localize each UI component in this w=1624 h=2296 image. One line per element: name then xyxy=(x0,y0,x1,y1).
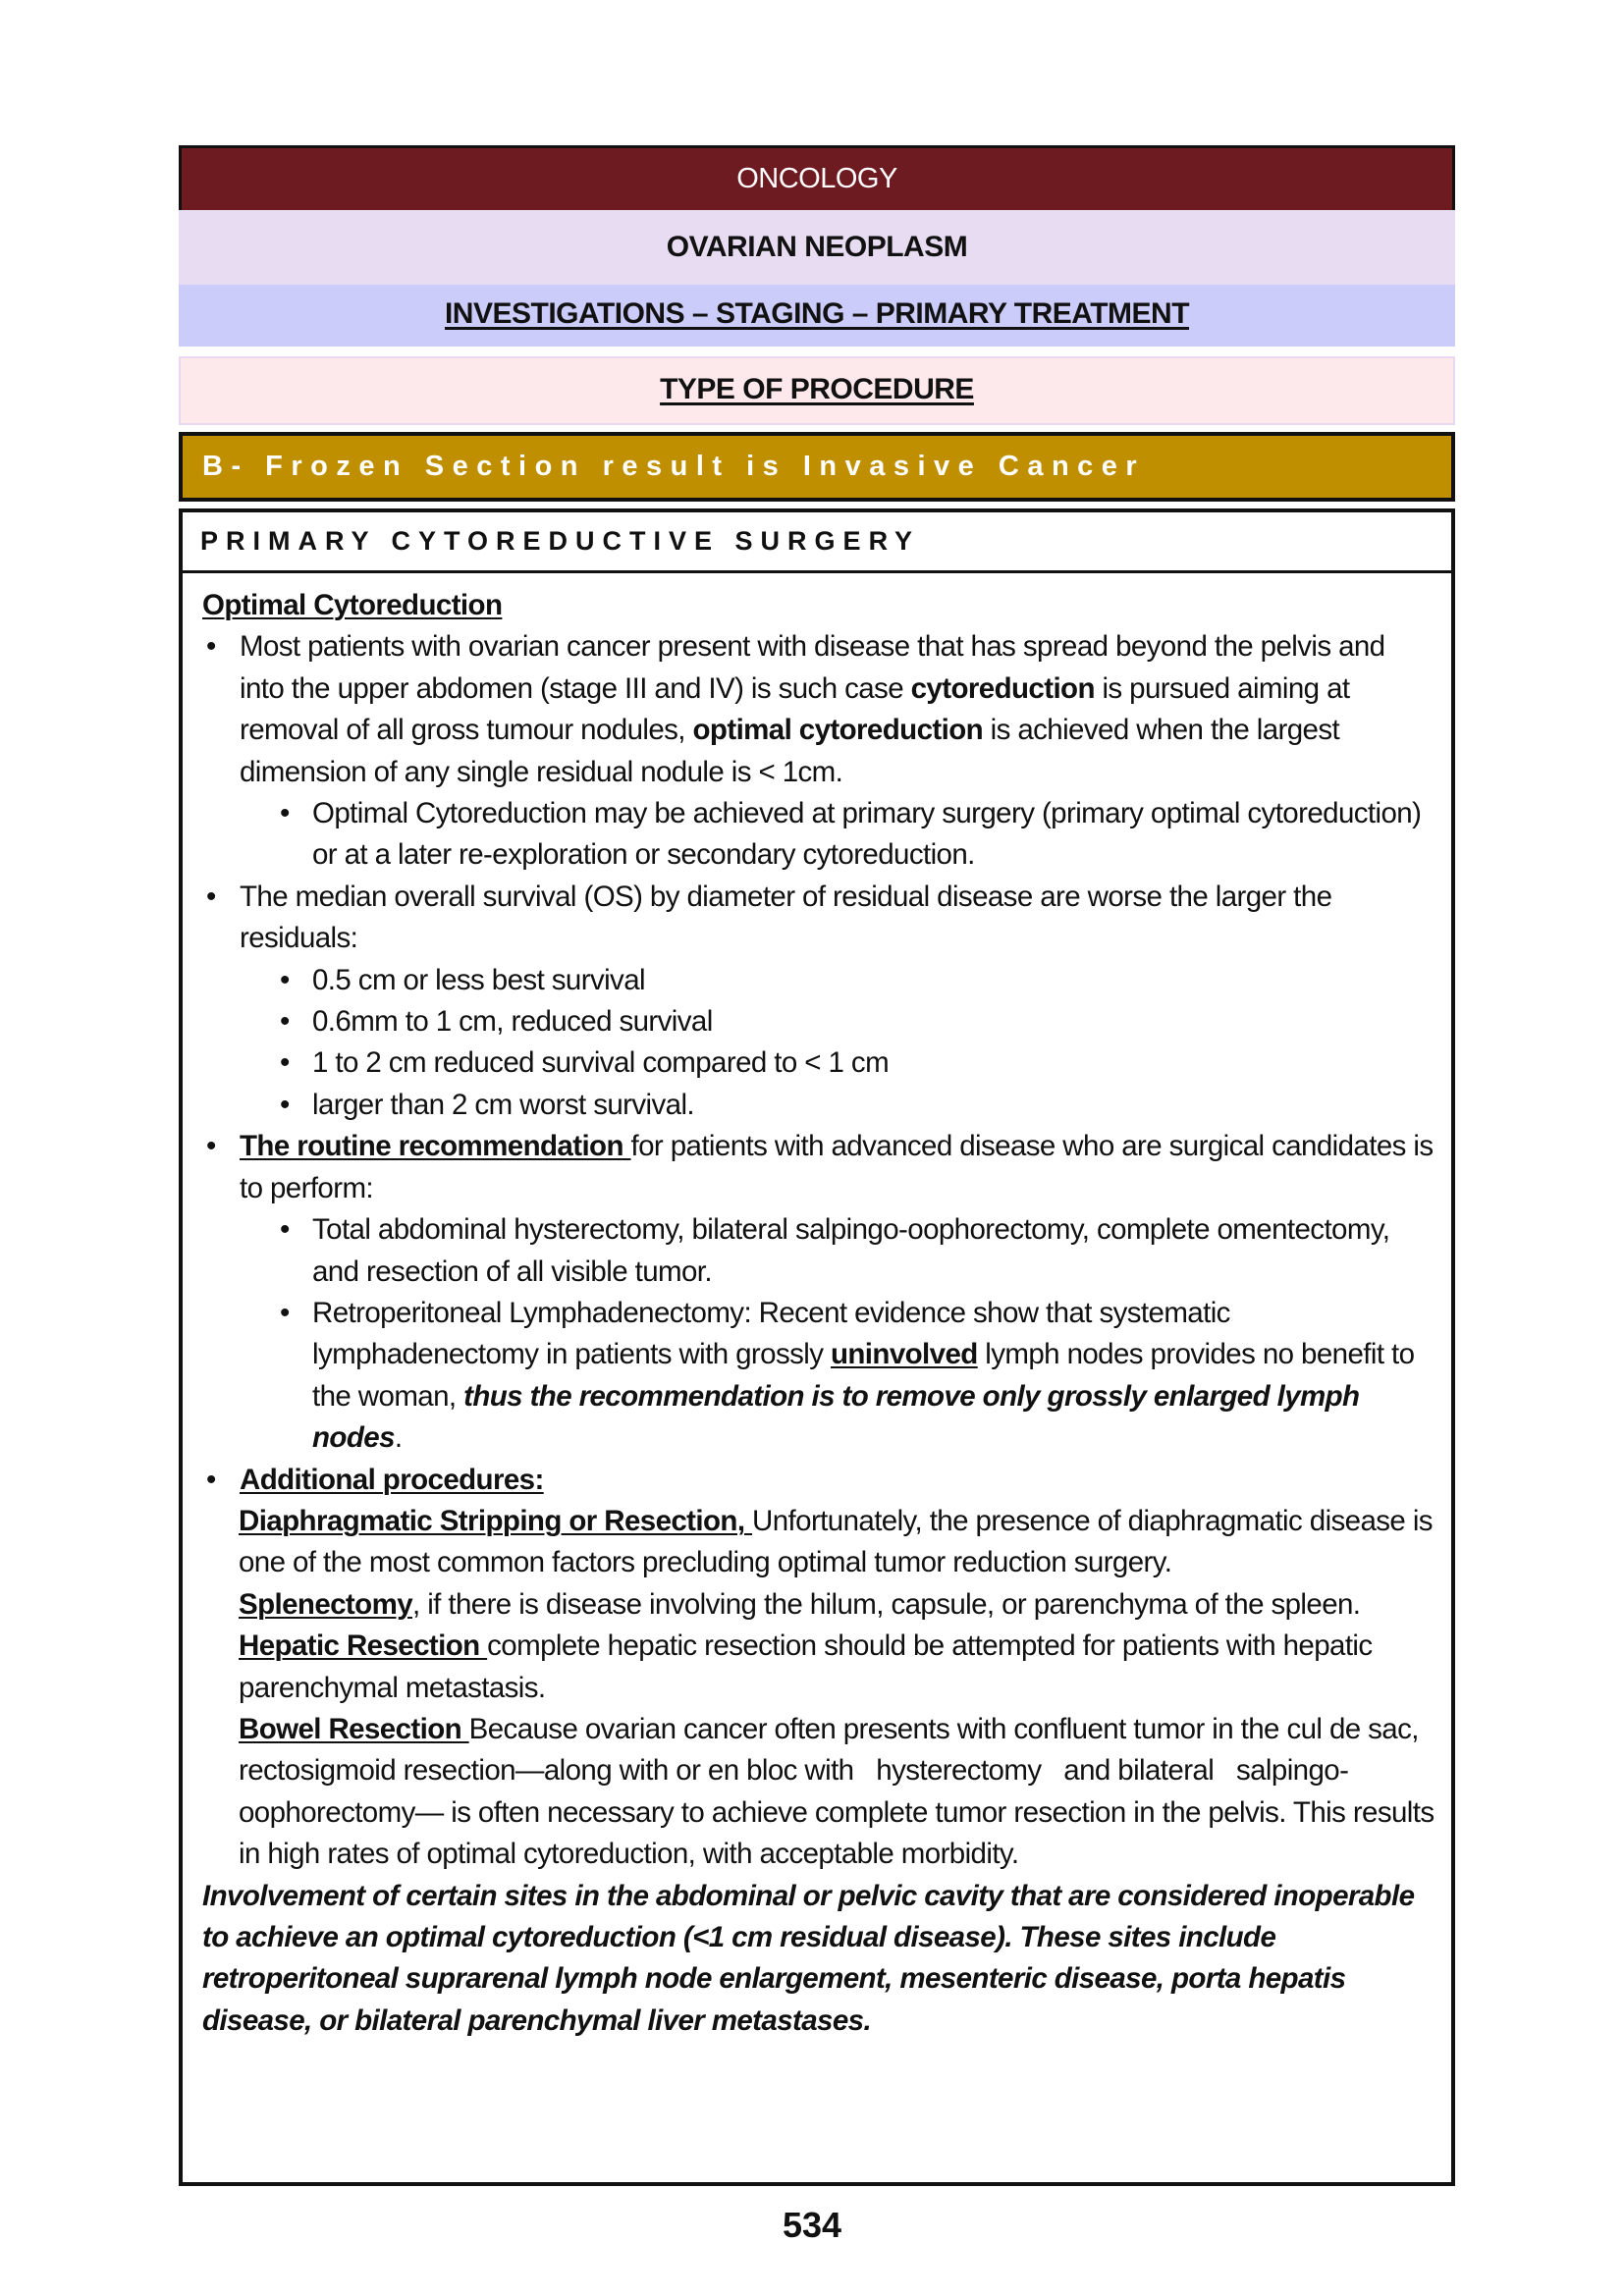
procedure-item xyxy=(239,1709,1442,1876)
procedure-name: Splenectomy xyxy=(239,1587,413,1621)
sub-bullet-list xyxy=(240,960,1435,1127)
list-item: • 0.6mm to 1 cm, reduced survival xyxy=(276,1001,1435,1042)
bullet-text: lymph nodes provides no benefit to the woman, xyxy=(312,1338,1415,1413)
procedure-text: complete hepatic resection should be attempted for patients with hepatic parenchymal metastasis. xyxy=(239,1629,1373,1704)
procedure-name: Hepatic Resection xyxy=(239,1629,488,1663)
bullet-text: is achieved when the largest dimension of any single residual nodule is < 1cm. xyxy=(240,714,1340,788)
page-number: 534 xyxy=(782,2205,842,2245)
topic-header: OVARIAN NEOPLASM xyxy=(179,210,1455,285)
closing-note: Involvement of certain sites in the abdominal or pelvic cavity that are considered inoperable to achieve an optimal cytoreduction (<1 cm residual disease). These sites include retroperitoneal suprarenal lymph node enlargement, mesenteric disease, porta hepatis disease, or bilateral parenchymal liver metastases. xyxy=(202,1879,1415,2037)
procedure-item xyxy=(239,1501,1435,1584)
bold-term: The routine recommendation xyxy=(240,1130,631,1163)
list-item xyxy=(276,1293,1435,1460)
optimal-cytoreduction-heading: Optimal Cytoreduction xyxy=(202,589,503,621)
procedure-name: Diaphragmatic Stripping or Resection, xyxy=(239,1504,753,1537)
emphasis-text: thus the recommendation is to remove only grossly enlarged lymph nodes xyxy=(312,1379,1360,1455)
bullet-text: . xyxy=(394,1421,403,1455)
section-header: INVESTIGATIONS – STAGING – PRIMARY TREATMENT xyxy=(179,285,1455,347)
sub-bullet-list xyxy=(240,793,1435,877)
subsection-header: TYPE OF PROCEDURE xyxy=(179,356,1455,425)
bullet-text: Most patients with ovarian cancer present with disease that has spread beyond the pelvis and into the upper abdomen (stage III and IV) is such case xyxy=(240,630,1385,705)
procedure-text: Unfortunately, the presence of diaphragmatic disease is one of the most common factors precluding optimal tumor reduction surgery. xyxy=(239,1504,1433,1579)
list-item xyxy=(202,1126,1435,1459)
list-item: • 0.5 cm or less best survival xyxy=(276,960,1435,1001)
content-body xyxy=(183,573,1451,2042)
bold-term: Additional procedures: xyxy=(240,1463,544,1496)
procedure-text: , if there is disease involving the hilum, capsule, or parenchyma of the spleen. xyxy=(412,1587,1361,1621)
bullet-text: is pursued aiming at removal of all gross tumour nodules, xyxy=(240,671,1350,747)
procedure-name: Bowel Resection xyxy=(239,1712,469,1745)
bullet-text: for patients with advanced disease who are surgical candidates is to perform: xyxy=(240,1130,1434,1204)
bold-term: optimal cytoreduction xyxy=(692,714,984,747)
list-item: • larger than 2 cm worst survival. xyxy=(276,1085,1435,1126)
bullet-text: Retroperitoneal Lymphadenectomy: Recent evidence show that systematic lymphadenectomy in patients with grossly xyxy=(312,1296,1230,1371)
main-bullet-list xyxy=(202,626,1435,1501)
additional-procedures xyxy=(202,1501,1442,1876)
procedure-item xyxy=(239,1626,1435,1709)
sub-bullet-list xyxy=(240,1209,1435,1459)
list-item xyxy=(202,877,1435,1126)
list-item: • 1 to 2 cm reduced survival compared to < 1 cm xyxy=(276,1042,1435,1084)
bold-term: cytoreduction xyxy=(910,671,1095,705)
list-item: • Optimal Cytoreduction may be achieved at primary surgery (primary optimal cytoreduction) or at a later re-exploration or secondary cytoreduction. xyxy=(276,793,1435,877)
list-item xyxy=(202,626,1435,876)
case-banner: B- Frozen Section result is Invasive Cancer xyxy=(179,432,1455,502)
procedure-item xyxy=(239,1584,1435,1626)
list-item xyxy=(202,1460,1435,1501)
list-item: • Total abdominal hysterectomy, bilateral salpingo-oophorectomy, complete omentectomy, and resection of all visible tumor. xyxy=(276,1209,1435,1293)
procedure-text: Because ovarian cancer often presents with confluent tumor in the cul de sac, rectosigmoid resection—along with or en bloc with hysterectomy and bilateral salpingo-oophorectomy— is often necessary to achieve complete tumor resection in the pelvis. This results in high rates of optimal cytoreduction, with acceptable morbidity. xyxy=(239,1712,1442,1871)
content-box-title: PRIMARY CYTOREDUCTIVE SURGERY xyxy=(183,512,1451,573)
bullet-text: The median overall survival (OS) by diameter of residual disease are worse the larger the residuals: xyxy=(240,880,1332,955)
category-header: ONCOLOGY xyxy=(179,145,1455,210)
content-box xyxy=(179,508,1455,2186)
bold-term: uninvolved xyxy=(830,1338,978,1371)
